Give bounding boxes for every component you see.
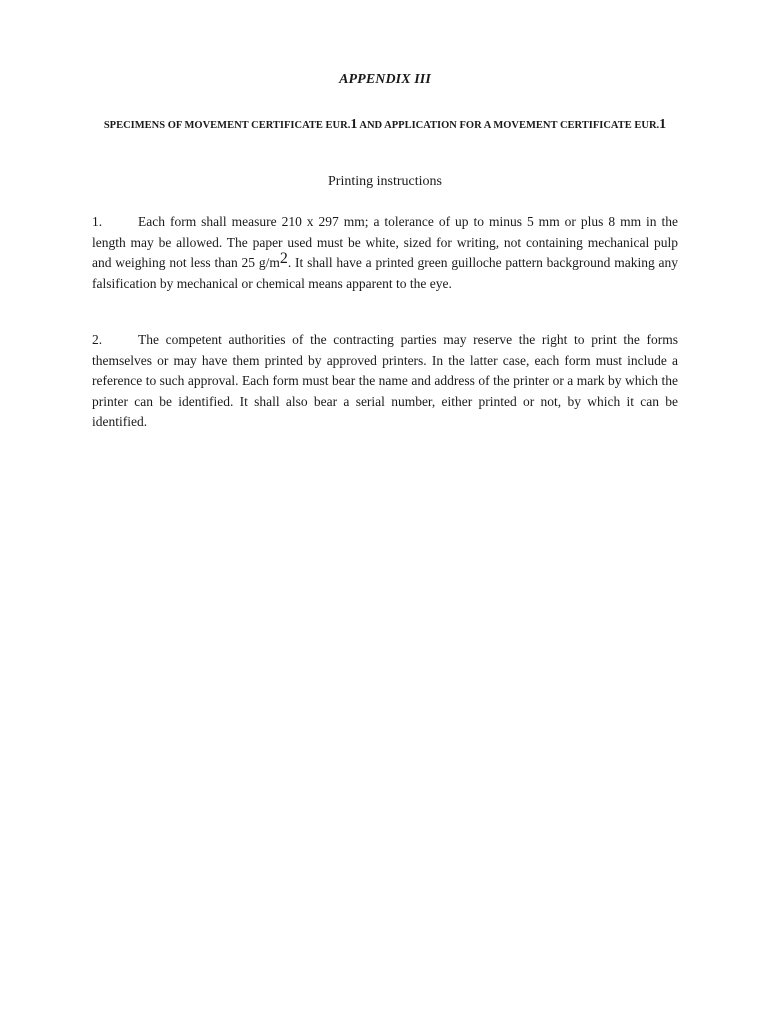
- heading-part-1: SPECIMENS OF MOVEMENT CERTIFICATE EUR.: [103, 120, 351, 131]
- paragraph-1-text: Each form shall measure 210 x 297 mm; a tolerance of up to minus 5 mm or plus 8 mm in the length may be allowed. The paper used must be white, sized for writing, not containing mechanical pulp and weighing not less than 25 g/m: [92, 214, 678, 270]
- printing-instructions-subtitle: Printing instructions: [328, 174, 442, 189]
- appendix-title: APPENDIX III: [339, 72, 431, 87]
- heading-part-2: AND APPLICATION FOR A MOVEMENT CERTIFICATE EUR.: [357, 120, 660, 131]
- heading-number-2: 1: [659, 117, 667, 132]
- paragraph-1-number: 1.: [92, 214, 103, 229]
- paragraph-2-number: 2.: [92, 332, 103, 347]
- paragraph-1: [92, 212, 678, 294]
- heading-number-1: 1: [350, 117, 358, 132]
- paragraph-1-text-end: . It shall have a printed green guilloche pattern background making any falsification by mechanical or chemical means apparent to the eye.: [92, 255, 678, 291]
- paragraph-2: [92, 330, 678, 433]
- paragraph-2-text: The competent authorities of the contracting parties may reserve the right to print the forms themselves or may have them printed by approved printers. In the latter case, each form must include a reference to such approval. Each form must bear the name and address of the printer or a mark by which the printer can be identified. It shall also bear a serial number, either printed or not, by which it can be identified.: [92, 332, 678, 429]
- specimens-heading: [100, 114, 670, 136]
- paragraph-1-superscript: 2: [279, 250, 288, 267]
